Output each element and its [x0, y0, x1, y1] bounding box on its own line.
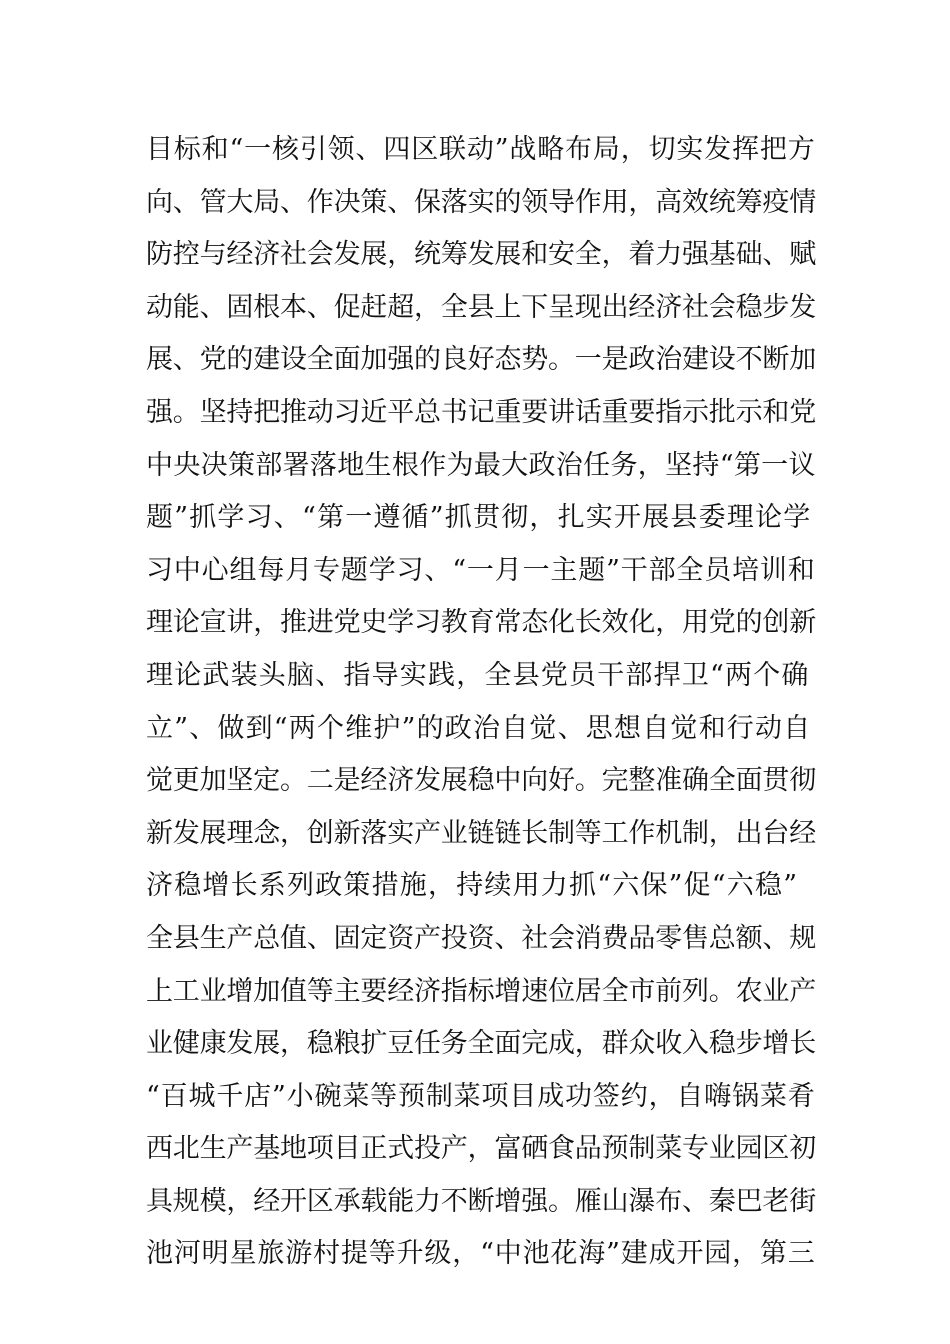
text-line: 觉更加坚定。二是经济发展稳中向好。完整准确全面贯彻: [146, 765, 816, 797]
text-line: 西北生产基地项目正式投产，富硒食品预制菜专业园区初: [146, 1133, 816, 1165]
body-paragraph: [146, 124, 816, 1281]
text-line: 上工业增加值等主要经济指标增速位居全市前列。农业产: [146, 975, 816, 1007]
text-line: 理论宣讲，推进党史学习教育常态化长效化，用党的创新: [146, 607, 816, 639]
text-line: 立”、做到“两个维护”的政治自觉、思想自觉和行动自: [146, 712, 812, 744]
text-line: “百城千店”小碗菜等预制菜项目成功签约，自嗨锅菜肴: [146, 1080, 816, 1112]
text-line: 防控与经济社会发展，统筹发展和安全，着力强基础、赋: [146, 239, 816, 271]
text-line: 业健康发展，稳粮扩豆任务全面完成，群众收入稳步增长: [146, 1028, 816, 1060]
text-line: 习中心组每月专题学习、“一月一主题”干部全员培训和: [146, 554, 816, 586]
text-line: 题”抓学习、“第一遵循”抓贯彻，扎实开展县委理论学: [146, 502, 812, 534]
text-line: 理论武装头脑、指导实践，全县党员干部捍卫“两个确: [146, 659, 810, 691]
text-line: 强。坚持把推动习近平总书记重要讲话重要指示批示和党: [146, 396, 816, 428]
text-line: 展、党的建设全面加强的良好态势。一是政治建设不断加: [146, 344, 816, 376]
text-line: 济稳增长系列政策措施，持续用力抓“六保”促“六稳”: [146, 870, 799, 902]
text-line: 目标和“一核引领、四区联动”战略布局，切实发挥把方: [146, 134, 816, 165]
text-line: 向、管大局、作决策、保落实的领导作用，高效统筹疫情: [146, 186, 816, 218]
text-line: 具规模，经开区承载能力不断增强。雁山瀑布、秦巴老街: [146, 1185, 816, 1217]
text-line: 池河明星旅游村提等升级，“中池花海”建成开园，第三: [146, 1238, 816, 1270]
text-line: 全县生产总值、固定资产投资、社会消费品零售总额、规: [146, 922, 816, 954]
text-line: 中央决策部署落地生根作为最大政治任务，坚持“第一议: [146, 449, 816, 481]
text-line: 动能、固根本、促赶超，全县上下呈现出经济社会稳步发: [146, 291, 816, 323]
text-line: 新发展理念，创新落实产业链链长制等工作机制，出台经: [146, 817, 816, 849]
